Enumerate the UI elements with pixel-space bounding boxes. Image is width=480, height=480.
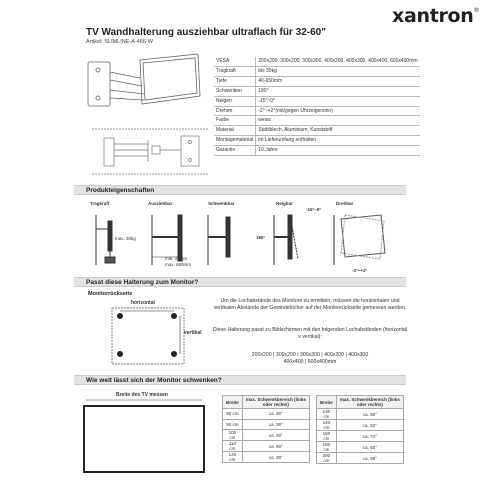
section-header-properties: Produkteigenschaften (74, 185, 406, 195)
tv-width-diagram (80, 398, 208, 476)
spec-key: Schwenken (214, 86, 256, 96)
swivel-table-right (316, 395, 404, 464)
spec-value: 10 Jahre (256, 146, 420, 156)
table-row (317, 431, 404, 442)
range-cell: ca. 90° (336, 409, 403, 420)
width-cell: 140 cm (317, 420, 337, 431)
range-cell: ca. 73° (336, 431, 403, 442)
table-row (317, 420, 404, 431)
label-schwenkbar: Schwenkbar (208, 201, 235, 206)
spec-row (214, 66, 420, 76)
spec-value: 180° (256, 86, 420, 96)
section-header-fit: Passt diese Halterung zum Monitor? (74, 277, 406, 287)
spec-value: 200x200, 300x200, 300x300, 400x200, 400x300, 400x400, 600x400mm (256, 57, 420, 66)
spec-value: bis 30kg (256, 66, 420, 76)
spec-value: 40-650mm (256, 76, 420, 86)
neig-value: -15°~0° (306, 207, 322, 212)
spec-value: Stahlblech, Aluminium, Kunststoff (256, 126, 420, 136)
product-title: TV Wandhalterung ausziehbar ultraflach für 32-60" (86, 27, 326, 38)
width-cell: 110 cm (223, 441, 243, 452)
table-row (223, 452, 310, 463)
dreh-value: -2°~+2° (352, 268, 368, 273)
vertical-label: vertikal (184, 330, 202, 336)
product-drawing-technical (86, 126, 214, 178)
table-row (223, 409, 310, 420)
table-row (317, 453, 404, 464)
spec-key: Garantie (214, 146, 256, 156)
section-header-swivel: Wie weit lässt sich der Monitor schwenken? (74, 375, 406, 385)
width-cell: 80 cm (223, 409, 243, 420)
product-drawing-angled (80, 52, 210, 122)
spec-key: Farbe (214, 116, 256, 126)
monitor-paragraph-1: Um die Lochabstände des Monitors zu ermitteln, müssen die horizontalen und vertikalen Abstände der Gewindelöcher auf der Monitorrückseite gemessen werden. (213, 298, 407, 311)
range-cell: ca. 90° (242, 452, 309, 463)
width-cell: 90 cm (223, 419, 243, 430)
width-cell: 120 cm (223, 452, 243, 463)
width-cell: 160 cm (317, 431, 337, 442)
ausziehbar-max: max. 650mm (165, 262, 192, 267)
monitor-sizes-1: 200x200 | 300x200 | 300x300 | 400x200 | 400x300 (251, 352, 369, 358)
col-range: max. Schwenkbereich (links oder rechts) (242, 396, 309, 409)
range-cell: ca. 90° (242, 409, 309, 420)
brand-logo: xantron® (392, 5, 480, 27)
horizontal-label: horizontal (131, 300, 155, 306)
monitor-paragraph-2: Diese Halterung passt zu Bildschirmen mit den folgenden Lochabständen (horizontal x vertikal): (212, 327, 408, 340)
tv-width-label: Breite des TV messen (116, 392, 168, 398)
range-cell: ca. 90° (242, 441, 309, 452)
spec-row (214, 126, 420, 136)
ausziehbar-min: min. 40mm (165, 256, 188, 261)
spec-row (214, 96, 420, 106)
spec-key: Neigen (214, 96, 256, 106)
spec-row (214, 146, 420, 156)
label-ausziehbar: Ausziehbar (148, 201, 173, 206)
spec-row (214, 76, 420, 86)
monitor-sizes-2: 400x400 | 600x400mm (283, 359, 337, 365)
spec-key: Material (214, 126, 256, 136)
spec-row (214, 116, 420, 126)
width-cell: 100 cm (223, 430, 243, 441)
table-row (223, 441, 310, 452)
spec-key: Drehen (214, 106, 256, 116)
spec-row (214, 106, 420, 116)
spec-key: Tiefe (214, 76, 256, 86)
spec-value: -2°~+2°(mit/gegen Uhrzeigersinn) (256, 106, 420, 116)
article-number: Artikel: SLIMLINE-A-466-W (86, 39, 153, 45)
spec-value: -15°~0° (256, 96, 420, 106)
spec-row (214, 86, 420, 96)
col-width: Breite (317, 396, 337, 409)
spec-row (214, 57, 420, 66)
tragkraft-value: max. 30kg (115, 236, 136, 241)
table-row (317, 442, 404, 453)
width-cell: 130 cm (317, 409, 337, 420)
spec-key: Montagematerial (214, 136, 256, 146)
width-cell: 180 cm (317, 442, 337, 453)
spec-table (214, 57, 420, 156)
spec-key: VESA (214, 57, 256, 66)
spec-value: weiss (256, 116, 420, 126)
swivel-table-left (222, 395, 310, 463)
table-row (317, 409, 404, 420)
label-neigbar: Neigbar (276, 201, 293, 206)
col-range: max. Schwenkbereich (links oder rechts) (336, 396, 403, 409)
range-cell: ca. 58° (336, 453, 403, 464)
range-cell: ca. 65° (336, 442, 403, 453)
range-cell: ca. 83° (336, 420, 403, 431)
col-width: Breite (223, 396, 243, 409)
range-cell: ca. 90° (242, 419, 309, 430)
spec-value: im Lieferumfang enthalten (256, 136, 420, 146)
property-diagrams (86, 207, 406, 275)
schwenk-value: 180° (256, 235, 266, 240)
width-cell: 200 cm (317, 453, 337, 464)
table-row (223, 430, 310, 441)
label-tragkraft: Tragkraft (90, 201, 110, 206)
monitor-back-heading: Monitorrückseite (88, 291, 133, 297)
spec-key: Tragkraft (214, 66, 256, 76)
spec-row (214, 136, 420, 146)
range-cell: ca. 90° (242, 430, 309, 441)
table-row (223, 419, 310, 430)
label-drehbar: Drehbar (336, 201, 354, 206)
